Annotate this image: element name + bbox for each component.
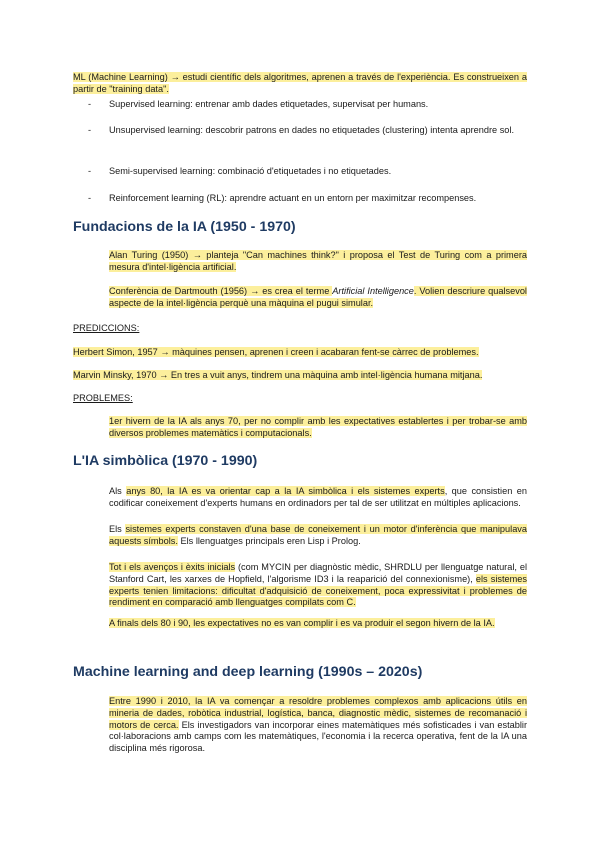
bullet-marker: - xyxy=(88,193,92,203)
bullet-semi-supervised: Semi-supervised learning: combinació d'etiquetades i no etiquetades. xyxy=(109,166,392,176)
first-winter-paragraph: 1er hivern de la IA als anys 70, per no complir amb les expectatives establertes i per trobar-se amb diversos problemes matemàtics i computacionals. xyxy=(109,416,527,438)
section-heading-symbolic: L'IA simbòlica (1970 - 1990) xyxy=(73,453,258,469)
symbolic-paragraph-1: Als anys 80, la IA es va orientar cap a la IA simbòlica i els sistemes experts, que consistien en codificar coneixement d'experts humans en ordinadors per tal de ser utilitzat en múltiples aplicacions. xyxy=(109,486,527,508)
predictions-label: PREDICCIONS: xyxy=(73,323,140,333)
symbolic-paragraph-3: Tot i els avenços i èxits inicials (com MYCIN per diagnòstic mèdic, SHRDLU per llenguatge natural, el Stanford Cart, les xarxes de Hopfield, l'algorisme ID3 i la reaparició del connexionisme), els sistemes experts tenien limitacions: dificultat d'adquisició de coneixement, poca expressivitat i problemes de rendiment en comparació amb llenguatges compilats com C. xyxy=(109,562,527,608)
dartmouth-paragraph: Conferència de Dartmouth (1956) → es crea el terme Artificial Intelligence. Volien descriure qualsevol aspecte de la intel·ligència perquè una màquina el pugui simular. xyxy=(109,286,527,308)
second-winter-paragraph: A finals dels 80 i 90, les expectatives no es van complir i es va produir el segon hivern de la IA. xyxy=(109,618,495,628)
bullet-reinforcement: Reinforcement learning (RL): aprendre actuant en un entorn per maximitzar recompenses. xyxy=(109,193,477,203)
bullet-marker: - xyxy=(88,99,92,109)
minsky-prediction: Marvin Minsky, 1970 → En tres a vuit anys, tindrem una màquina amb intel·ligència humana mitjana. xyxy=(73,370,483,380)
symbolic-paragraph-2: Els sistemes experts constaven d'una base de coneixement i un motor d'inferència que manipulava aquests símbols. Els llenguatges principals eren Lisp i Prolog. xyxy=(109,524,528,546)
problems-label: PROBLEMES: xyxy=(73,393,133,403)
section-heading-foundations: Fundacions de la IA (1950 - 1970) xyxy=(73,219,296,235)
section-heading-ml-dl: Machine learning and deep learning (1990s – 2020s) xyxy=(73,664,423,680)
bullet-marker: - xyxy=(88,166,92,176)
turing-paragraph: Alan Turing (1950) → planteja "Can machines think?" i proposa el Test de Turing com a primera mesura d'intel·ligència artificial. xyxy=(109,250,527,272)
simon-prediction: Herbert Simon, 1957 → màquines pensen, aprenen i creen i acabaran fent-se càrrec de problemes. xyxy=(73,347,479,357)
ml-dl-paragraph: Entre 1990 i 2010, la IA va començar a resoldre problemes complexos amb aplicacions útils en mineria de dades, robòtica industrial, logística, banca, diagnostic mèdic, sistemes de recomanació i motors de cerca. Els investigadors van incorporar eines matemàtiques més sofisticades i van establir col·laboracions amb camps com les matemàtiques, l'economia i la recerca operativa, fent de la IA una disciplina més rigorosa. xyxy=(109,696,528,754)
bullet-supervised: Supervised learning: entrenar amb dades etiquetades, supervisat per humans. xyxy=(109,99,429,109)
bullet-marker: - xyxy=(88,125,92,135)
ml-definition: ML (Machine Learning) → estudi científic dels algoritmes, aprenen a través de l'experiència. Es construeixen a partir de "training data". xyxy=(73,72,527,94)
bullet-unsupervised: Unsupervised learning: descobrir patrons en dades no etiquetades (clustering) intenta aprendre sol. xyxy=(109,125,515,135)
